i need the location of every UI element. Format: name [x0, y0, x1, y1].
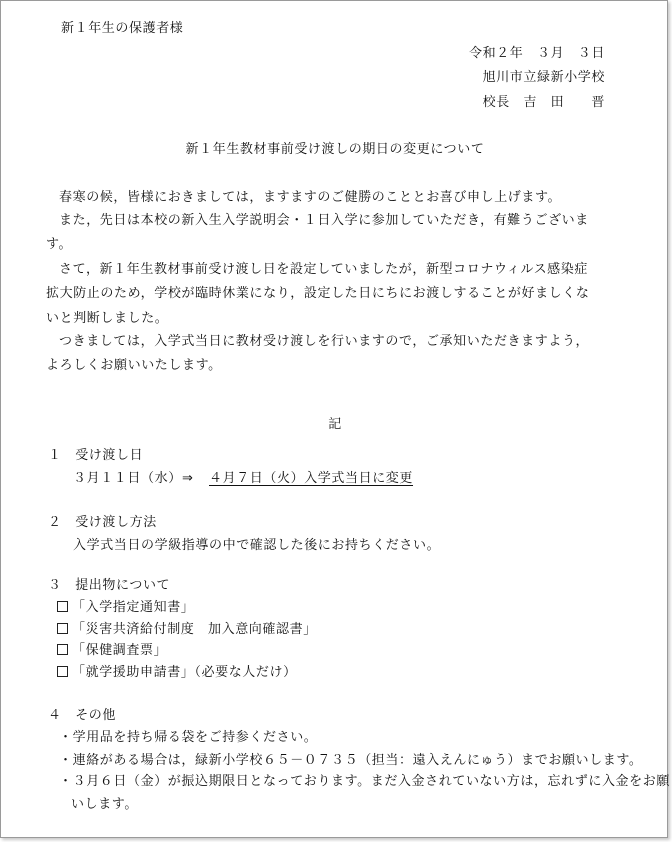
checklist-item — [57, 643, 167, 659]
section2-heading: ２ 受け渡し方法 — [48, 515, 157, 530]
principal-name: 校長 吉 田 晋 — [482, 95, 605, 110]
checklist-item-label: 「保健調査票」 — [72, 643, 168, 658]
body-line: さて，新１年生教材事前受け渡し日を設定していましたが，新型コロナウィルス感染症 — [59, 262, 588, 277]
note-item: いします。 — [71, 797, 138, 812]
old-date: ３月１１日（水） — [73, 471, 182, 486]
checklist-item — [57, 665, 297, 681]
checkbox-icon — [57, 623, 68, 634]
checklist-item-label: 「災害共済給付制度 加入意向確認書」 — [72, 622, 317, 637]
arrow-icon: ⇒ — [182, 471, 194, 486]
checkbox-icon — [57, 666, 68, 677]
note-item: ・３月６日（金）が振込期限日となっております。まだ入金されていない方は，忘れずに入金をお願 — [59, 774, 670, 789]
checklist-item-label: 「入学指定通知書」 — [72, 600, 195, 615]
checkbox-icon — [57, 644, 68, 655]
note-item: ・連絡がある場合は，緑新小学校６５－０７３５（担当：遠入えんにゅう）までお願いします。 — [59, 753, 643, 768]
note-item: ・学用品を持ち帰る袋をご持参ください。 — [59, 730, 318, 745]
checkbox-icon — [57, 601, 68, 612]
body-line: よろしくお願いいたします。 — [46, 358, 222, 373]
new-date: ４月７日（火）入学式当日に変更 — [209, 471, 414, 486]
school-name: 旭川市立緑新小学校 — [482, 70, 605, 85]
body-line: 拡大防止のため，学校が臨時休業になり，設定した日にちにお渡しすることが好ましくな — [46, 286, 590, 301]
ki-heading: 記 — [328, 417, 342, 432]
section1-heading: １ 受け渡し日 — [48, 448, 144, 463]
section2-text: 入学式当日の学級指導の中で確認した後にお持ちください。 — [73, 538, 441, 553]
addressee: 新１年生の保護者様 — [61, 21, 184, 36]
body-line: つきましては，入学式当日に教材受け渡しを行いますので，ご承知いただきますよう， — [59, 334, 590, 349]
issue-date: 令和２年 ３月 ３日 — [468, 46, 605, 61]
checklist-item-label: 「就学援助申請書」（必要な人だけ） — [72, 665, 297, 680]
body-line: 春寒の候，皆様におきましては，ますますのご健勝のこととお喜び申し上げます。 — [59, 190, 562, 205]
body-line: いと判断しました。 — [46, 311, 169, 326]
section4-heading: ４ その他 — [48, 708, 117, 723]
body-line: また，先日は本校の新入生入学説明会・１日入学に参加していただき，有難うございま — [59, 213, 589, 228]
body-line: す。 — [46, 237, 73, 252]
checklist-item — [57, 622, 317, 638]
checklist-item — [57, 600, 194, 616]
document-title: 新１年生教材事前受け渡しの期日の変更について — [185, 142, 485, 157]
section3-heading: ３ 提出物について — [48, 578, 171, 593]
